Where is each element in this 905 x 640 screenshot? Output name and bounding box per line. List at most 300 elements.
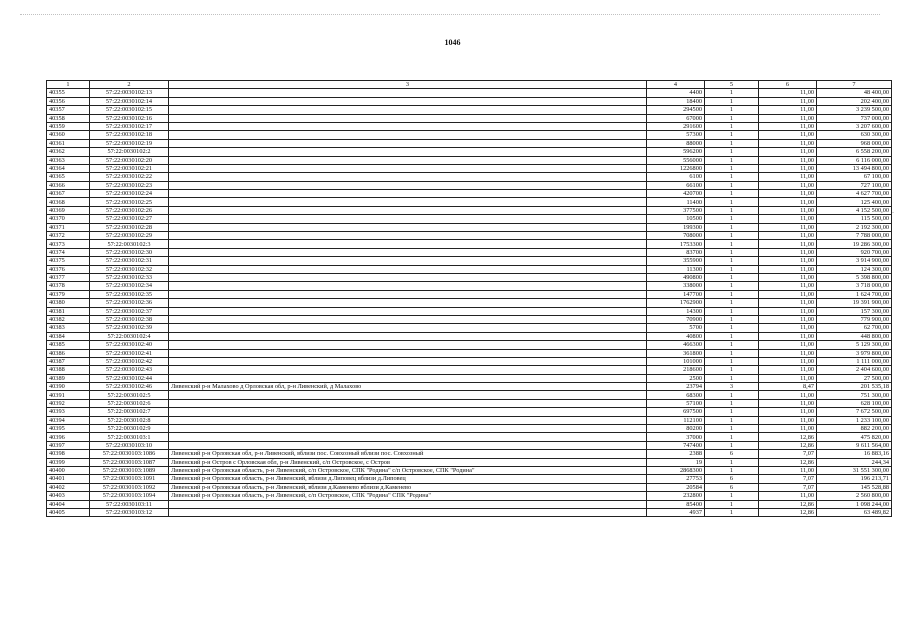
table-row: [47, 324, 892, 332]
address-cell: [169, 181, 647, 189]
cadastral-number-cell: 57:22:0030103:1094: [90, 492, 169, 500]
area-cell: 338000: [647, 282, 705, 290]
row-number-cell: 40383: [47, 324, 90, 332]
area-cell: 377500: [647, 206, 705, 214]
value-cell: 6 116 000,00: [817, 156, 892, 164]
row-number-cell: 40381: [47, 307, 90, 315]
rate-cell: 11,00: [759, 232, 817, 240]
row-number-cell: 40367: [47, 190, 90, 198]
cadastral-number-cell: 57:22:0030102:15: [90, 106, 169, 114]
scan-edge-mark: -: [892, 210, 894, 216]
cadastral-number-cell: 57:22:0030102:2: [90, 148, 169, 156]
table-row: [47, 332, 892, 340]
value-cell: 630 300,00: [817, 131, 892, 139]
value-cell: 115 500,00: [817, 215, 892, 223]
rate-cell: 11,00: [759, 273, 817, 281]
value-cell: 1 233 100,00: [817, 416, 892, 424]
group-cell: 1: [705, 492, 759, 500]
row-number-cell: 40401: [47, 475, 90, 483]
cadastral-number-cell: 57:22:0030103:1087: [90, 458, 169, 466]
address-cell: [169, 349, 647, 357]
rate-cell: 11,00: [759, 131, 817, 139]
area-cell: 147700: [647, 290, 705, 298]
area-cell: 68300: [647, 391, 705, 399]
rate-cell: 11,00: [759, 114, 817, 122]
group-cell: 1: [705, 391, 759, 399]
group-cell: 1: [705, 433, 759, 441]
rate-cell: 11,00: [759, 122, 817, 130]
cadastral-number-cell: 57:22:0030102:20: [90, 156, 169, 164]
address-cell: [169, 173, 647, 181]
group-cell: 1: [705, 408, 759, 416]
cadastral-number-cell: 57:22:0030102:17: [90, 122, 169, 130]
value-cell: 4 627 700,00: [817, 190, 892, 198]
cadastral-number-cell: 57:22:0030102:26: [90, 206, 169, 214]
column-header: 1: [47, 81, 90, 89]
cadastral-number-cell: 57:22:0030102:32: [90, 265, 169, 273]
table-row: [47, 164, 892, 172]
value-cell: 727 100,00: [817, 181, 892, 189]
cadastral-number-cell: 57:22:0030102:46: [90, 383, 169, 391]
area-cell: 10500: [647, 215, 705, 223]
value-cell: 201 535,18: [817, 383, 892, 391]
registry-table: [46, 80, 892, 517]
area-cell: 80200: [647, 425, 705, 433]
row-number-cell: 40392: [47, 399, 90, 407]
table-row: [47, 282, 892, 290]
area-cell: 5700: [647, 324, 705, 332]
rate-cell: 11,00: [759, 106, 817, 114]
row-number-cell: 40403: [47, 492, 90, 500]
rate-cell: 11,00: [759, 282, 817, 290]
area-cell: 355900: [647, 257, 705, 265]
table-row: [47, 374, 892, 382]
rate-cell: 11,00: [759, 416, 817, 424]
cadastral-number-cell: 57:22:0030102:8: [90, 416, 169, 424]
cadastral-number-cell: 57:22:0030102:39: [90, 324, 169, 332]
area-cell: 66100: [647, 181, 705, 189]
area-cell: 697500: [647, 408, 705, 416]
area-cell: 23794: [647, 383, 705, 391]
value-cell: 2 404 600,00: [817, 366, 892, 374]
address-cell: [169, 273, 647, 281]
rate-cell: 11,00: [759, 492, 817, 500]
table-row: [47, 466, 892, 474]
group-cell: 1: [705, 122, 759, 130]
cadastral-number-cell: 57:22:0030102:42: [90, 357, 169, 365]
group-cell: 1: [705, 315, 759, 323]
group-cell: 1: [705, 399, 759, 407]
row-number-cell: 40402: [47, 483, 90, 491]
cadastral-number-cell: 57:22:0030102:40: [90, 341, 169, 349]
cadastral-number-cell: 57:22:0030103:1089: [90, 466, 169, 474]
rate-cell: 11,00: [759, 408, 817, 416]
table-row: [47, 383, 892, 391]
group-cell: 1: [705, 139, 759, 147]
group-cell: 1: [705, 89, 759, 97]
cadastral-number-cell: 57:22:0030102:16: [90, 114, 169, 122]
address-cell: [169, 433, 647, 441]
group-cell: 1: [705, 500, 759, 508]
address-cell: Ливенский р-н Орловская область, р-н Ливенский, с/п Островское, СПК "Родина" с/п Островское, СПК "Родина": [169, 466, 647, 474]
table-row: [47, 215, 892, 223]
cadastral-number-cell: 57:22:0030102:41: [90, 349, 169, 357]
cadastral-number-cell: 57:22:0030102:4: [90, 332, 169, 340]
address-cell: [169, 122, 647, 130]
rate-cell: 8,47: [759, 383, 817, 391]
row-number-cell: 40384: [47, 332, 90, 340]
value-cell: 31 551 300,00: [817, 466, 892, 474]
value-cell: 920 700,00: [817, 248, 892, 256]
value-cell: 244,34: [817, 458, 892, 466]
cadastral-number-cell: 57:22:0030103:1091: [90, 475, 169, 483]
group-cell: 1: [705, 114, 759, 122]
row-number-cell: 40390: [47, 383, 90, 391]
row-number-cell: 40382: [47, 315, 90, 323]
row-number-cell: 40405: [47, 508, 90, 516]
row-number-cell: 40395: [47, 425, 90, 433]
rate-cell: 11,00: [759, 315, 817, 323]
row-number-cell: 40358: [47, 114, 90, 122]
column-header: 6: [759, 81, 817, 89]
area-cell: 112100: [647, 416, 705, 424]
value-cell: 19 286 300,00: [817, 240, 892, 248]
cadastral-number-cell: 57:22:0030102:31: [90, 257, 169, 265]
value-cell: 145 528,88: [817, 483, 892, 491]
address-cell: [169, 366, 647, 374]
value-cell: 968 000,00: [817, 139, 892, 147]
row-number-cell: 40396: [47, 433, 90, 441]
group-cell: 1: [705, 181, 759, 189]
table-row: [47, 139, 892, 147]
rate-cell: 11,00: [759, 366, 817, 374]
area-cell: 101000: [647, 357, 705, 365]
value-cell: 157 300,00: [817, 307, 892, 315]
row-number-cell: 40369: [47, 206, 90, 214]
address-cell: [169, 248, 647, 256]
value-cell: 63 489,82: [817, 508, 892, 516]
address-cell: [169, 257, 647, 265]
rate-cell: 11,00: [759, 248, 817, 256]
row-number-cell: 40373: [47, 240, 90, 248]
value-cell: 6 558 200,00: [817, 148, 892, 156]
area-cell: 2868300: [647, 466, 705, 474]
rate-cell: 11,00: [759, 307, 817, 315]
address-cell: Ливенский р-н Орловская обл, р-н Ливенский, вблизи пос. Совхозный вблизи пос. Совхозный: [169, 450, 647, 458]
group-cell: 1: [705, 240, 759, 248]
table-row: [47, 97, 892, 105]
table-row: [47, 240, 892, 248]
table-row: [47, 433, 892, 441]
cadastral-number-cell: 57:22:0030102:44: [90, 374, 169, 382]
cadastral-number-cell: 57:22:0030102:23: [90, 181, 169, 189]
address-cell: [169, 391, 647, 399]
cadastral-number-cell: 57:22:0030102:35: [90, 290, 169, 298]
area-cell: 11400: [647, 198, 705, 206]
row-number-cell: 40393: [47, 408, 90, 416]
value-cell: 5 398 800,00: [817, 273, 892, 281]
cadastral-number-cell: 57:22:0030102:37: [90, 307, 169, 315]
address-cell: [169, 324, 647, 332]
value-cell: 2 192 300,00: [817, 223, 892, 231]
address-cell: [169, 508, 647, 516]
area-cell: 11300: [647, 265, 705, 273]
table-row: [47, 190, 892, 198]
address-cell: [169, 290, 647, 298]
group-cell: 1: [705, 131, 759, 139]
cadastral-number-cell: 57:22:0030102:5: [90, 391, 169, 399]
group-cell: 1: [705, 466, 759, 474]
value-cell: 737 000,00: [817, 114, 892, 122]
group-cell: 1: [705, 349, 759, 357]
area-cell: 14300: [647, 307, 705, 315]
address-cell: [169, 399, 647, 407]
address-cell: [169, 89, 647, 97]
value-cell: 5 129 300,00: [817, 341, 892, 349]
table-row: [47, 106, 892, 114]
rate-cell: 12,86: [759, 441, 817, 449]
row-number-cell: 40370: [47, 215, 90, 223]
row-number-cell: 40394: [47, 416, 90, 424]
cadastral-number-cell: 57:22:0030103:1092: [90, 483, 169, 491]
value-cell: 3 979 800,00: [817, 349, 892, 357]
cadastral-number-cell: 57:22:0030103:11: [90, 500, 169, 508]
rate-cell: 7,07: [759, 450, 817, 458]
area-cell: 466300: [647, 341, 705, 349]
area-cell: 556000: [647, 156, 705, 164]
area-cell: 88000: [647, 139, 705, 147]
cadastral-number-cell: 57:22:0030103:12: [90, 508, 169, 516]
table-row: [47, 89, 892, 97]
value-cell: 2 560 800,00: [817, 492, 892, 500]
area-cell: 40800: [647, 332, 705, 340]
value-cell: 9 611 564,00: [817, 441, 892, 449]
rate-cell: 11,00: [759, 257, 817, 265]
table-row: [47, 315, 892, 323]
rate-cell: 11,00: [759, 240, 817, 248]
address-cell: [169, 148, 647, 156]
row-number-cell: 40364: [47, 164, 90, 172]
address-cell: [169, 425, 647, 433]
table-row: [47, 257, 892, 265]
cadastral-number-cell: 57:22:0030102:3: [90, 240, 169, 248]
table-row: [47, 148, 892, 156]
area-cell: 1762900: [647, 299, 705, 307]
value-cell: 475 820,00: [817, 433, 892, 441]
row-number-cell: 40380: [47, 299, 90, 307]
page-number: 1046: [444, 38, 461, 47]
row-number-cell: 40371: [47, 223, 90, 231]
rate-cell: 11,00: [759, 324, 817, 332]
address-cell: Ливенский р-н Орловская область, р-н Ливенский, с/п Островское, СПК "Родина" СПК "Родина": [169, 492, 647, 500]
address-cell: [169, 408, 647, 416]
table-row: [47, 508, 892, 516]
table-row: [47, 341, 892, 349]
cadastral-number-cell: 57:22:0030103:1: [90, 433, 169, 441]
rate-cell: 11,00: [759, 148, 817, 156]
row-number-cell: 40357: [47, 106, 90, 114]
area-cell: 67000: [647, 114, 705, 122]
cadastral-number-cell: 57:22:0030103:10: [90, 441, 169, 449]
table-row: [47, 114, 892, 122]
table-row: [47, 223, 892, 231]
cadastral-number-cell: 57:22:0030102:29: [90, 232, 169, 240]
row-number-cell: 40361: [47, 139, 90, 147]
value-cell: 125 400,00: [817, 198, 892, 206]
table-row: [47, 408, 892, 416]
group-cell: 1: [705, 223, 759, 231]
address-cell: [169, 299, 647, 307]
rate-cell: 11,00: [759, 357, 817, 365]
value-cell: 48 400,00: [817, 89, 892, 97]
address-cell: [169, 416, 647, 424]
area-cell: 18400: [647, 97, 705, 105]
area-cell: 37000: [647, 433, 705, 441]
row-number-cell: 40376: [47, 265, 90, 273]
cadastral-number-cell: 57:22:0030102:19: [90, 139, 169, 147]
cadastral-number-cell: 57:22:0030102:34: [90, 282, 169, 290]
group-cell: 1: [705, 206, 759, 214]
address-cell: [169, 374, 647, 382]
group-cell: 6: [705, 475, 759, 483]
value-cell: 628 100,00: [817, 399, 892, 407]
area-cell: 20584: [647, 483, 705, 491]
table-row: [47, 475, 892, 483]
address-cell: [169, 106, 647, 114]
cadastral-number-cell: 57:22:0030102:27: [90, 215, 169, 223]
area-cell: 4400: [647, 89, 705, 97]
group-cell: 1: [705, 190, 759, 198]
row-number-cell: 40399: [47, 458, 90, 466]
table-row: [47, 122, 892, 130]
rate-cell: 11,00: [759, 173, 817, 181]
address-cell: [169, 500, 647, 508]
row-number-cell: 40360: [47, 131, 90, 139]
group-cell: 1: [705, 357, 759, 365]
row-number-cell: 40386: [47, 349, 90, 357]
value-cell: 27 500,00: [817, 374, 892, 382]
cadastral-number-cell: 57:22:0030102:22: [90, 173, 169, 181]
group-cell: 6: [705, 483, 759, 491]
value-cell: 1 098 244,00: [817, 500, 892, 508]
group-cell: 1: [705, 508, 759, 516]
area-cell: 747400: [647, 441, 705, 449]
row-number-cell: 40391: [47, 391, 90, 399]
cadastral-number-cell: 57:22:0030102:9: [90, 425, 169, 433]
value-cell: 4 152 500,00: [817, 206, 892, 214]
rate-cell: 11,00: [759, 425, 817, 433]
group-cell: 1: [705, 273, 759, 281]
group-cell: 1: [705, 458, 759, 466]
area-cell: 57300: [647, 131, 705, 139]
group-cell: 1: [705, 232, 759, 240]
row-number-cell: 40377: [47, 273, 90, 281]
area-cell: 708000: [647, 232, 705, 240]
row-number-cell: 40397: [47, 441, 90, 449]
table-row: [47, 198, 892, 206]
rate-cell: 11,00: [759, 89, 817, 97]
group-cell: 1: [705, 374, 759, 382]
group-cell: 1: [705, 299, 759, 307]
group-cell: 1: [705, 248, 759, 256]
table-row: [47, 206, 892, 214]
group-cell: 1: [705, 164, 759, 172]
address-cell: [169, 282, 647, 290]
group-cell: 1: [705, 341, 759, 349]
cadastral-number-cell: 57:22:0030102:14: [90, 97, 169, 105]
area-cell: 361800: [647, 349, 705, 357]
address-cell: [169, 164, 647, 172]
address-cell: Ливенский р-н Орловская область, р-н Ливенский, вблизи д.Липовец вблизи д.Липовец: [169, 475, 647, 483]
area-cell: 57100: [647, 399, 705, 407]
cadastral-number-cell: 57:22:0030102:33: [90, 273, 169, 281]
value-cell: 1 624 700,00: [817, 290, 892, 298]
area-cell: 19: [647, 458, 705, 466]
address-cell: Ливенский р-н Малахово д Орловская обл, р-н Ливенский, д Малахово: [169, 383, 647, 391]
rate-cell: 11,00: [759, 206, 817, 214]
rate-cell: 11,00: [759, 290, 817, 298]
group-cell: 1: [705, 173, 759, 181]
value-cell: 3 207 600,00: [817, 122, 892, 130]
rate-cell: 11,00: [759, 139, 817, 147]
row-number-cell: 40378: [47, 282, 90, 290]
address-cell: [169, 307, 647, 315]
group-cell: 1: [705, 106, 759, 114]
group-cell: 1: [705, 324, 759, 332]
group-cell: 1: [705, 332, 759, 340]
area-cell: 1226800: [647, 164, 705, 172]
table-row: [47, 450, 892, 458]
value-cell: 7 788 000,00: [817, 232, 892, 240]
table-row: [47, 349, 892, 357]
value-cell: 779 900,00: [817, 315, 892, 323]
row-number-cell: 40388: [47, 366, 90, 374]
group-cell: 1: [705, 307, 759, 315]
area-cell: 596200: [647, 148, 705, 156]
table-row: [47, 391, 892, 399]
rate-cell: 7,07: [759, 483, 817, 491]
cadastral-number-cell: 57:22:0030102:18: [90, 131, 169, 139]
group-cell: 6: [705, 450, 759, 458]
group-cell: 1: [705, 198, 759, 206]
row-number-cell: 40365: [47, 173, 90, 181]
rate-cell: 11,00: [759, 374, 817, 382]
value-cell: 13 494 800,00: [817, 164, 892, 172]
scan-header-artifact: [20, 14, 880, 19]
table-row: [47, 366, 892, 374]
cadastral-number-cell: 57:22:0030102:13: [90, 89, 169, 97]
area-cell: 83700: [647, 248, 705, 256]
cadastral-number-cell: 57:22:0030102:25: [90, 198, 169, 206]
group-cell: 1: [705, 425, 759, 433]
row-number-cell: 40368: [47, 198, 90, 206]
table-row: [47, 156, 892, 164]
value-cell: 196 213,71: [817, 475, 892, 483]
rate-cell: 11,00: [759, 332, 817, 340]
row-number-cell: 40359: [47, 122, 90, 130]
group-cell: 1: [705, 97, 759, 105]
address-cell: [169, 441, 647, 449]
rate-cell: 11,00: [759, 391, 817, 399]
address-cell: [169, 139, 647, 147]
cadastral-number-cell: 57:22:0030102:24: [90, 190, 169, 198]
table-row: [47, 500, 892, 508]
value-cell: 3 914 900,00: [817, 257, 892, 265]
table-row: [47, 273, 892, 281]
value-cell: 124 300,00: [817, 265, 892, 273]
group-cell: 1: [705, 156, 759, 164]
table-body: [47, 89, 892, 517]
